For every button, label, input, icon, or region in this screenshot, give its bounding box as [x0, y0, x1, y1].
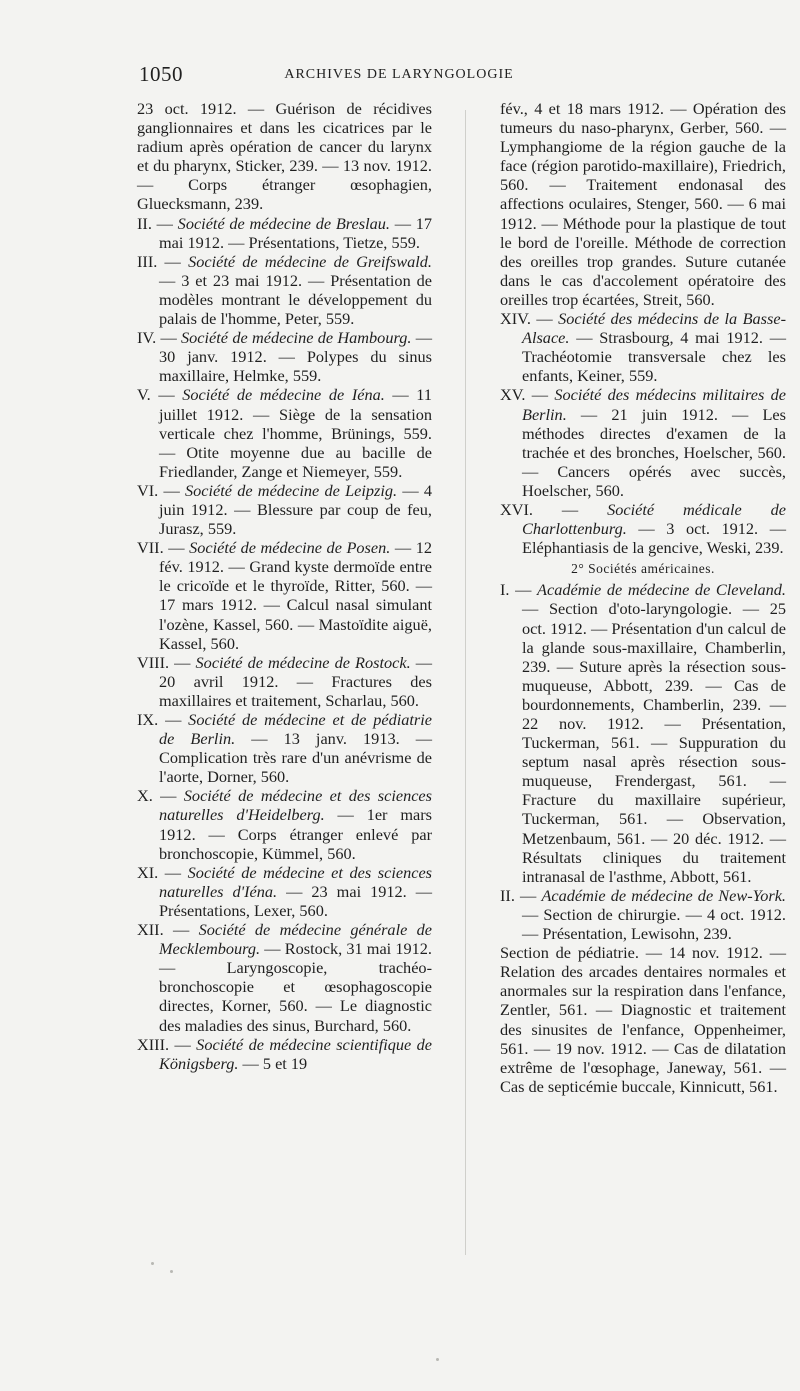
- paper-speck: [436, 1358, 439, 1361]
- index-entry: [500, 99, 786, 309]
- entry-text: — 3 oct. 1912. — Eléphantiasis de la gencive, Weski, 239.: [522, 519, 786, 558]
- index-entry: [137, 538, 432, 653]
- entry-number: II. —: [137, 213, 178, 233]
- entry-text: — 4 juin 1912. — Blessure par coup de feu, Jurasz, 559.: [159, 480, 432, 539]
- page-number: 1050: [139, 62, 183, 86]
- entry-number: XIV. —: [500, 309, 559, 329]
- entry-text: — 30 janv. 1912. — Polypes du sinus maxillaire, Helmke, 559.: [159, 328, 432, 386]
- index-entry: [137, 214, 432, 252]
- index-entry: [137, 710, 432, 786]
- entry-number: VIII. —: [137, 652, 196, 672]
- entry-number: IV. —: [137, 328, 182, 348]
- entry-text: — 20 avril 1912. — Fractures des maxillaires et traitement, Scharlau, 560.: [159, 652, 432, 710]
- index-entry: [137, 863, 432, 920]
- entry-number: XV. —: [500, 385, 555, 405]
- society-name: Société de médecine de Rostock.: [195, 652, 411, 672]
- entry-number: I. —: [500, 580, 538, 600]
- entry-text: — 11 juillet 1912. — Siège de la sensation verticale chez l'homme, Brünings, 559. — Otite moyenne due au bacille de Friedlander, Zange et Niemeyer, 559.: [159, 385, 432, 481]
- paper-speck: [170, 1270, 173, 1273]
- society-name: Société de médecine de Hambourg.: [181, 328, 412, 348]
- entry-text: — Section de chirurgie. — 4 oct. 1912. — Présentation, Lewisohn, 239.: [522, 904, 786, 944]
- entry-number: V. —: [137, 385, 183, 405]
- entry-number: XIII. —: [137, 1034, 197, 1054]
- index-entry: [500, 886, 786, 943]
- running-title: ARCHIVES DE LARYNGOLOGIE: [284, 67, 514, 82]
- society-name: Société des médecins militaires de Berlin.: [522, 385, 786, 424]
- index-entry: [137, 385, 432, 480]
- index-entry: [500, 385, 786, 500]
- entry-text: 23 oct. 1912. — Guérison de récidives ganglionnaires et dans les cicatrices par le radium après opération de cancer du larynx et du pharynx, Sticker, 239. — 13 nov. 1912. — Corps étranger œsophagien, Gluecksmann, 239.: [137, 99, 432, 214]
- entry-number: XII. —: [137, 920, 199, 940]
- section-heading: 2° Sociétés américaines.: [571, 561, 715, 577]
- entry-number: X. —: [137, 786, 184, 806]
- index-entry: [500, 500, 786, 557]
- entry-text: — Section d'oto-laryngologie. — 25 oct. 1912. — Présentation d'un calcul de la glande sous-maxillaire, Chamberlin, 239. — Suture après la résection sous-muqueuse, Abbott, 239. — Cas de bourdonnements, Chamberlin, 239. — 22 nov. 1912. — Présentation, Tuckerman, 561. — Suppuration du septum nasal après résection sous-muqueuse, Frendergast, 561. — Fracture du maxillaire supérieur, Tuckerman, 561. — Observation, Metzenbaum, 561. — 20 déc. 1912. — Résultats cliniques du traitement intranasal de l'asthme, Abbott, 561.: [522, 599, 786, 886]
- society-name: Société de médecine et des sciences naturelles d'Iéna.: [159, 862, 433, 901]
- society-name: Société de médecine générale de Mecklembourg.: [159, 920, 432, 959]
- entry-text: — 21 juin 1912. — Les méthodes directes d'examen de la trachée et des bronches, Hoelscher, 560. — Cancers opérés avec succès, Hoelscher, 560.: [522, 404, 786, 500]
- entry-number: IX. —: [137, 710, 189, 729]
- entry-number: XVI. —: [500, 499, 608, 519]
- society-name: Académie de médecine de New-York.: [541, 885, 786, 905]
- society-name: Académie de médecine de Cleveland.: [537, 580, 786, 600]
- society-name: Société de médecine et de pédiatrie de Berlin.: [159, 710, 433, 749]
- index-entry: [137, 481, 432, 538]
- society-name: Société de médecine scientifique de Königsberg.: [159, 1034, 433, 1073]
- entry-number: II. —: [500, 885, 542, 905]
- entry-text: Section de pédiatrie. — 14 nov. 1912. — Relation des arcades dentaires normales et anormales sur la respiration dans l'enfance, Zentler, 561. — Diagnostic et traitement des sinusites de l'enfance, Oppenheimer, 561. — 19 nov. 1912. — Cas de dilatation extrême de l'œsophage, Janeway, 561. — Cas de septicémie buccale, Kinnicutt, 561.: [500, 943, 786, 1096]
- entry-text: — 13 janv. 1913. — Complication très rare d'un anévrisme de l'aorte, Dorner, 560.: [159, 729, 433, 787]
- society-name: Société des médecins de la Basse-Alsace.: [522, 309, 786, 348]
- right-column: [500, 99, 786, 1096]
- society-name: Société de médecine de Greifswald.: [188, 251, 432, 271]
- index-entry: [500, 943, 786, 1096]
- page-header: [139, 62, 659, 90]
- entry-text: — Rostock, 31 mai 1912. — Laryngoscopie, trachéo-bronchoscopie et œsophagoscopie directes, Korner, 560. — Le diagnostic des maladies des sinus, Burchard, 560.: [159, 939, 432, 1035]
- entry-text: — 3 et 23 mai 1912. — Présentation de modèles montrant le développement du palais de l'homme, Peter, 559.: [159, 270, 432, 329]
- entry-number: VI. —: [137, 480, 185, 500]
- entry-text: — Strasbourg, 4 mai 1912. — Trachéotomie transversale chez les enfants, Keiner, 559.: [522, 328, 786, 386]
- index-entry: [137, 653, 432, 710]
- index-entry: [500, 309, 786, 385]
- index-entry: [137, 328, 432, 385]
- column-divider: [465, 110, 466, 1255]
- society-name: Société de médecine de Leipzig.: [184, 480, 398, 500]
- society-name: Société de médecine et des sciences naturelles d'Heidelberg.: [159, 786, 432, 825]
- entry-text: — 5 et 19: [238, 1053, 308, 1073]
- society-name: Société de médecine de Posen.: [189, 538, 391, 558]
- index-entry: [137, 252, 432, 328]
- index-entry: [137, 786, 432, 862]
- left-column: [137, 99, 432, 1073]
- society-name: Société de médecine de Iéna.: [182, 385, 385, 405]
- index-entry: [137, 1035, 432, 1073]
- entry-number: VII. —: [137, 538, 190, 558]
- entry-text: fév., 4 et 18 mars 1912. — Opération des tumeurs du naso-pharynx, Gerber, 560. — Lymphangiome de la région gauche de la face (région parotido-maxillaire), Friedrich, 560. — Traitement endonasal des affections oculaires, Stenger, 560. — 6 mai 1912. — Méthode pour la plastique de tout le bord de l'oreille. Méthode de correction des oreilles trop grandes. Suture cutanée dans le cas d'accolement opératoire des oreilles trop écartées, Streit, 560.: [500, 99, 786, 309]
- entry-text: — 12 fév. 1912. — Grand kyste dermoïde entre le cricoïde et le thyroïde, Ritter, 560. — 17 mars 1912. — Calcul nasal simulant l'ozène, Kassel, 560. — Mastoïdite aiguë, Kassel, 560.: [159, 538, 433, 653]
- paper-speck: [151, 1262, 154, 1265]
- index-entry: [137, 920, 432, 1035]
- society-name: Société médicale de Charlottenburg.: [522, 499, 786, 539]
- index-entry: [137, 99, 432, 214]
- entry-number: XI. —: [137, 862, 188, 882]
- index-entry: [500, 580, 786, 886]
- entry-text: — 1er mars 1912. — Corps étranger enlevé par bronchoscopie, Kümmel, 560.: [159, 805, 432, 863]
- entry-number: III. —: [137, 251, 189, 271]
- society-name: Société de médecine de Breslau.: [177, 213, 390, 233]
- entry-text: — 23 mai 1912. — Présentations, Lexer, 560.: [159, 881, 432, 920]
- entry-text: — 17 mai 1912. — Présentations, Tietze, 559.: [159, 213, 432, 252]
